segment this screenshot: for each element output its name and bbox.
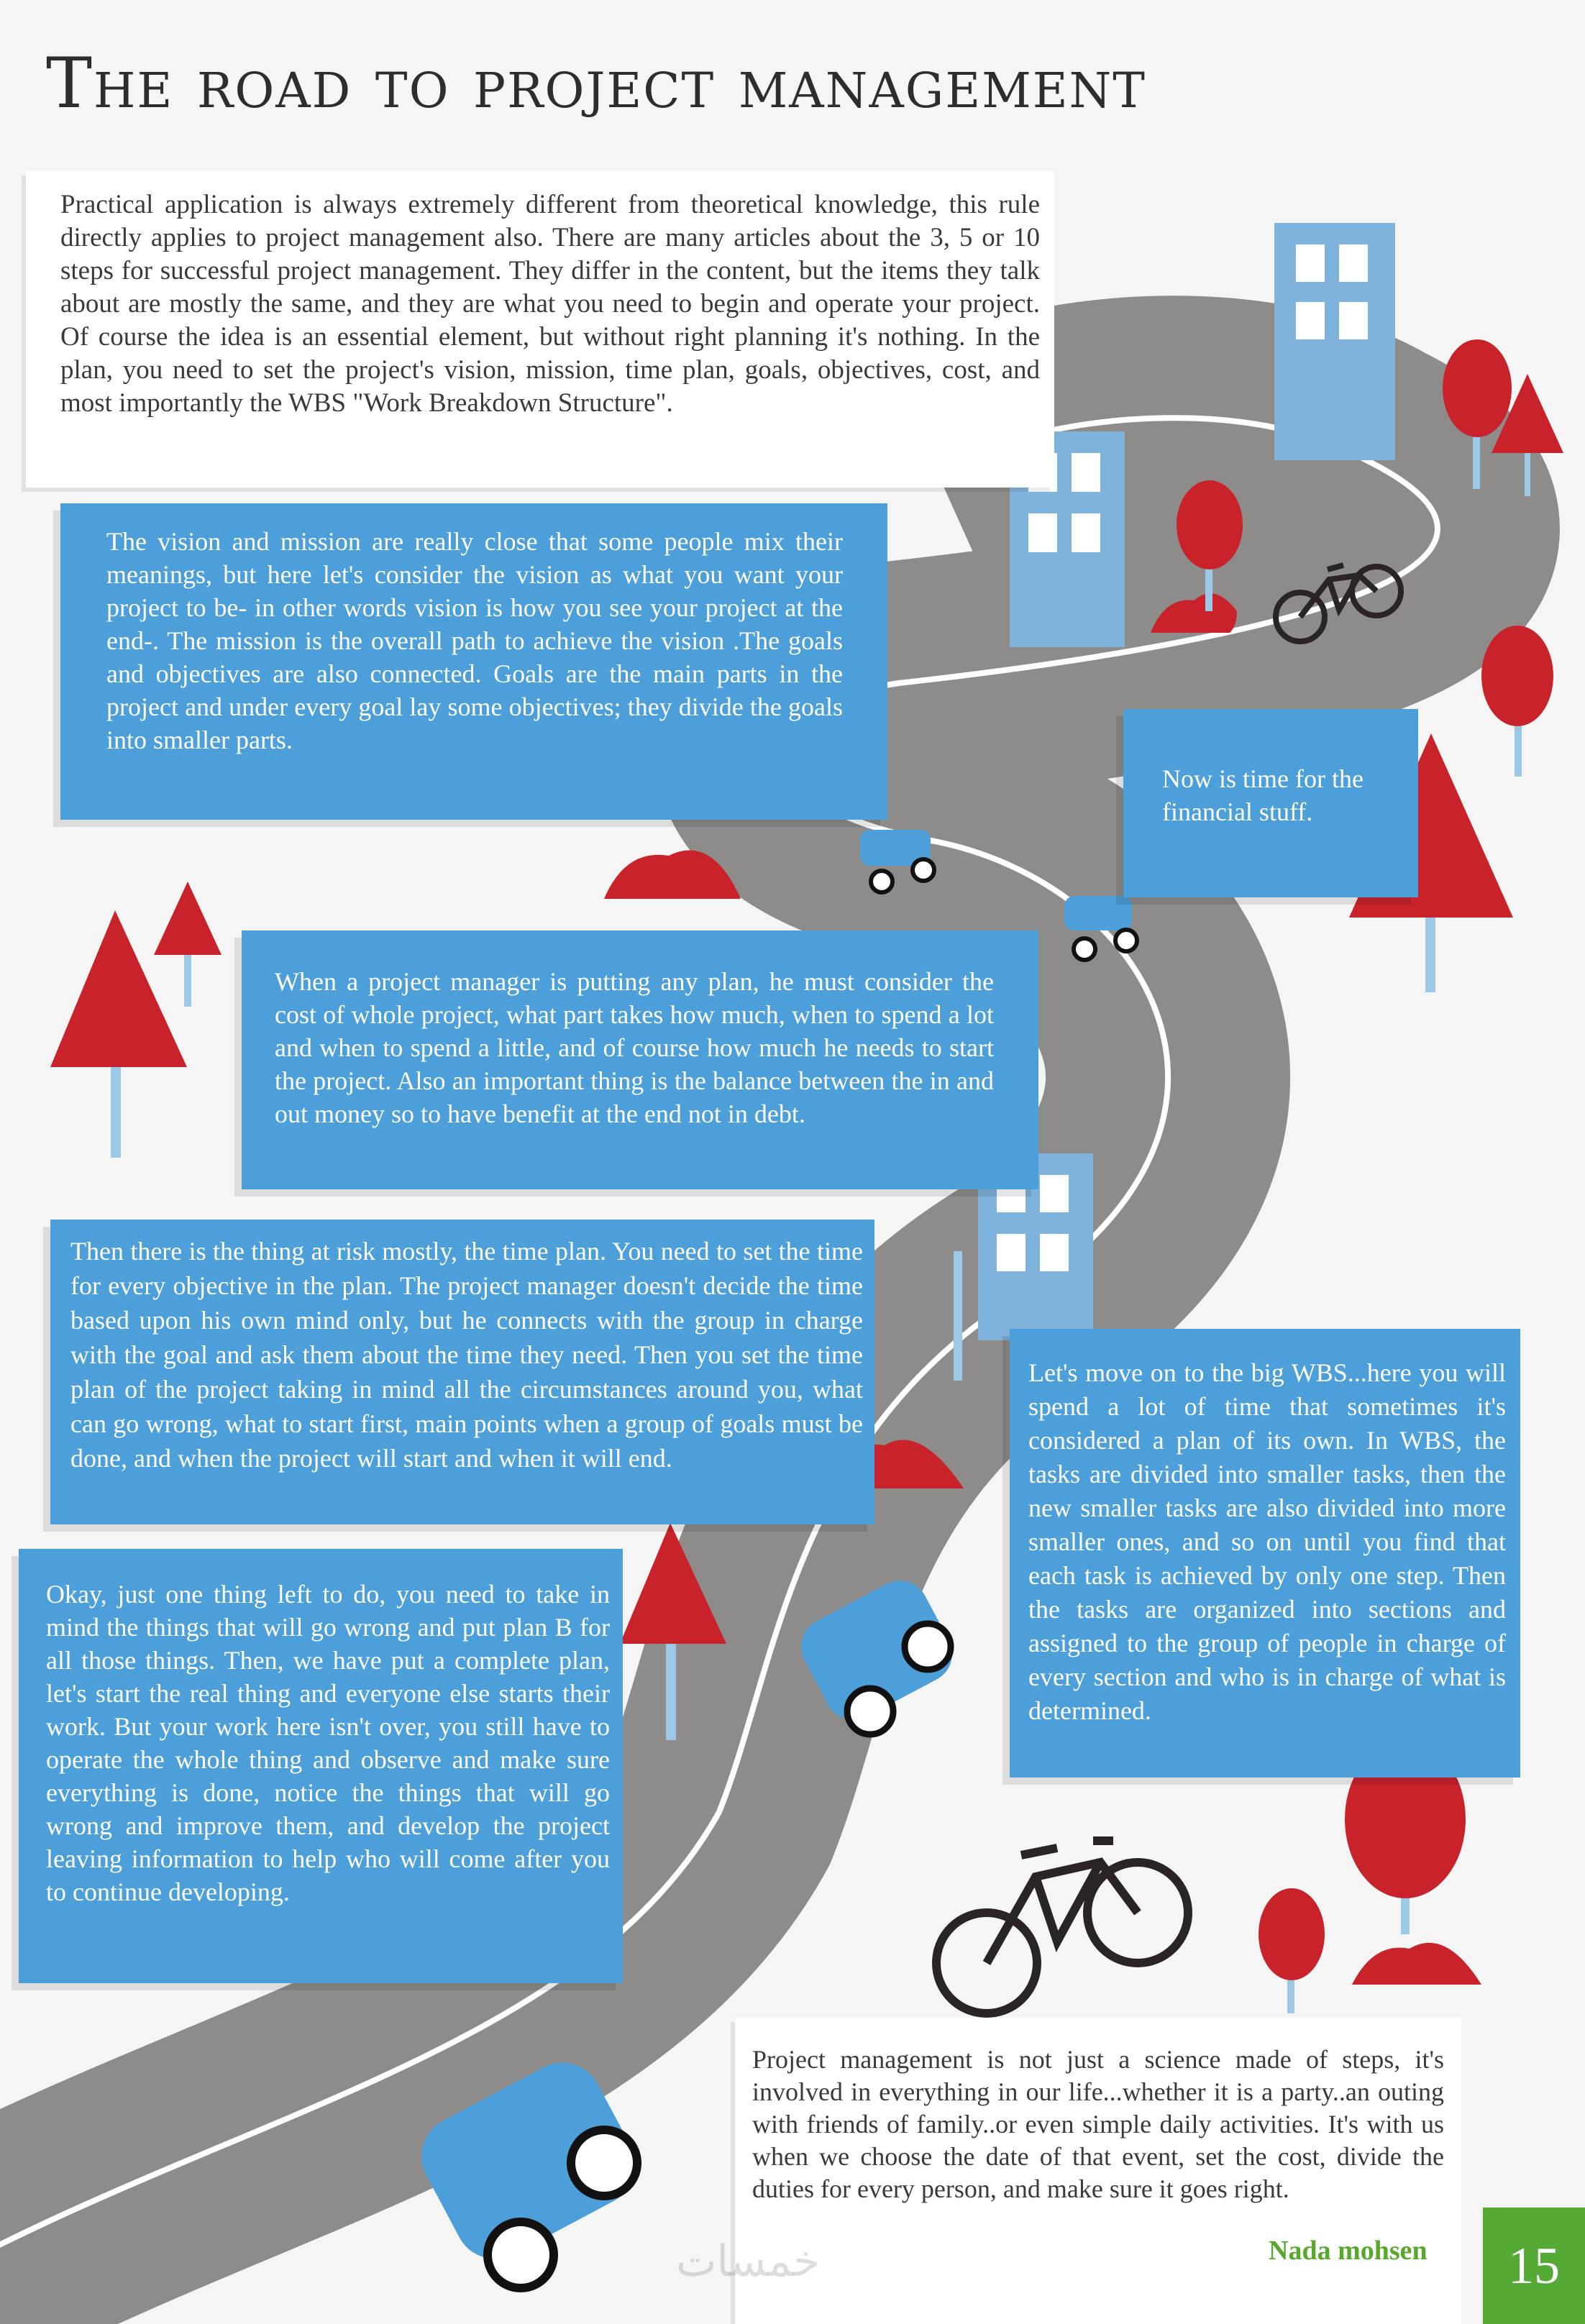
tree-icon xyxy=(1259,1888,1325,2013)
cost-text: When a project manager is putting any plan, he must consider the cost of whole project, what part takes how much, when to spend a lot and when to spend a little, and of course how much he needs to start the project. Also an important thing is the balance between the in and out money so to have benefit at the end not in debt. xyxy=(275,967,994,1128)
vision-box xyxy=(60,503,887,820)
intro-text: Practical application is always extremely different from theoretical knowledge, this rule directly applies to project management also. There are many articles about the 3, 5 or 10 steps for successful project management. They differ in the content, but the items they talk about are mostly the same, and they are what you need to begin and operate your project. Of course the idea is an essential element, but without right planning it's nothing. In the plan, you need to set the project's vision, mission, time plan, goals, objectives, cost, and most importantly the WBS "Work Breakdown Structure". xyxy=(60,190,1040,418)
watermark: خمسات xyxy=(676,2236,821,2287)
time-plan-text: Then there is the thing at risk mostly, the time plan. You need to set the time for every objective in the plan. The project manager doesn't decide the time based upon his own mind only, but he connects with the group in charge with the goal and ask them about the time they need. Then you set the time plan of the project taking in mind all the circumstances around you, what can go wrong, what to start first, main points when a group of goals must be done, and when the project will start and when it will end. xyxy=(70,1237,863,1473)
tree-icon xyxy=(954,1251,962,1381)
intro-box xyxy=(26,171,1054,488)
plan-b-box xyxy=(19,1549,623,1983)
vision-text: The vision and mission are really close that some people mix their meanings, but here let's consider the vision as what you want your project to be- in other words vision is how you see your project at the end-. The mission is the overall path to achieve the vision .The goals and objectives are also connected. Goals are the main parts in the project and under every goal lay some objectives; they divide the goals into smaller parts. xyxy=(106,527,843,754)
cost-box xyxy=(242,930,1038,1189)
wbs-box xyxy=(1010,1329,1520,1778)
wbs-text: Let's move on to the big WBS...here you will spend a lot of time that sometimes it's considered a plan of its own. In WBS, the tasks are divided into smaller tasks, then the new smaller tasks are also divided into more smaller ones, and so on until you find that each task is achieved by only one step. Then the tasks are organized into sections and assigned to the group of people in charge of every section and who is in charge of what is determined. xyxy=(1028,1358,1506,1725)
building-icon xyxy=(1274,223,1395,460)
tree-icon xyxy=(154,882,221,1007)
tree-icon xyxy=(1481,626,1553,777)
plan-b-text: Okay, just one thing left to do, you need to take in mind the things that will go wrong and put plan B for all those things. Then, we have put a complete plan, let's start the real thing and everyone else starts their work. But your work here isn't over, you still have to operate the whole thing and observe and make sure everything is done, notice the things that will go wrong and improve them, and develop the project leaving information to help who will come after you to continue developing. xyxy=(46,1580,610,1906)
closing-text: Project management is not just a science made of steps, it's involved in everything in our life...whether it is a party..an outing with friends of family..or even simple daily activities. It's with us when we choose the date of that event, set the cost, divide the duties for every person, and make sure it goes right. xyxy=(752,2045,1444,2203)
bicycle-icon xyxy=(936,1841,1188,2013)
page-number: 15 xyxy=(1483,2208,1585,2324)
financial-text: Now is time for the financial stuff. xyxy=(1162,764,1364,826)
page-title: The road to project management xyxy=(46,43,1146,124)
time-plan-box xyxy=(50,1220,874,1524)
author-name: Nada mohsen xyxy=(1269,2236,1428,2266)
closing-box xyxy=(735,2018,1461,2324)
bush-icon xyxy=(1352,1943,1481,1985)
financial-box xyxy=(1123,709,1418,897)
